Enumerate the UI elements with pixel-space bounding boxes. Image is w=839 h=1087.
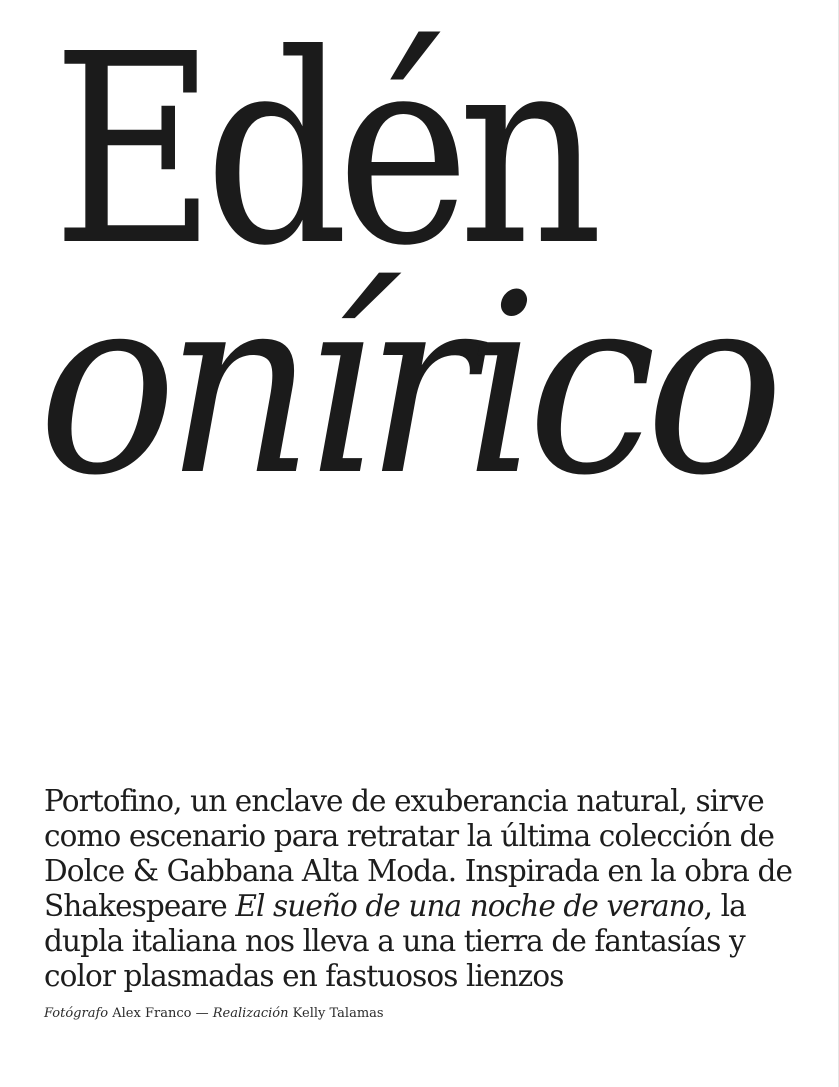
standfirst-paragraph [44, 784, 804, 994]
standfirst-text-end: , la dupla italiana nos lleva a una tierra de fantasías y color plasmadas en fastuosos lienzos [44, 889, 746, 993]
standfirst-text-start: Portofino, un enclave de exuberancia natural, sirve como escenario para retratar la última colección de Dolce & Gabbana Alta Moda. Inspirada en la obra de Shakespeare [44, 784, 793, 923]
stylist-role: Realización [212, 1006, 289, 1021]
headline-line-1: Edén [52, 0, 592, 303]
photographer-role: Fotógrafo [44, 1006, 109, 1021]
photographer-name: Alex Franco [112, 1006, 192, 1021]
credits-separator: — [195, 1006, 209, 1021]
stylist-name: Kelly Talamas [292, 1006, 384, 1021]
headline-line-2: onírico [38, 242, 774, 530]
standfirst-work-title: El sueño de una noche de verano [235, 889, 704, 923]
photo-credits [44, 1005, 384, 1023]
